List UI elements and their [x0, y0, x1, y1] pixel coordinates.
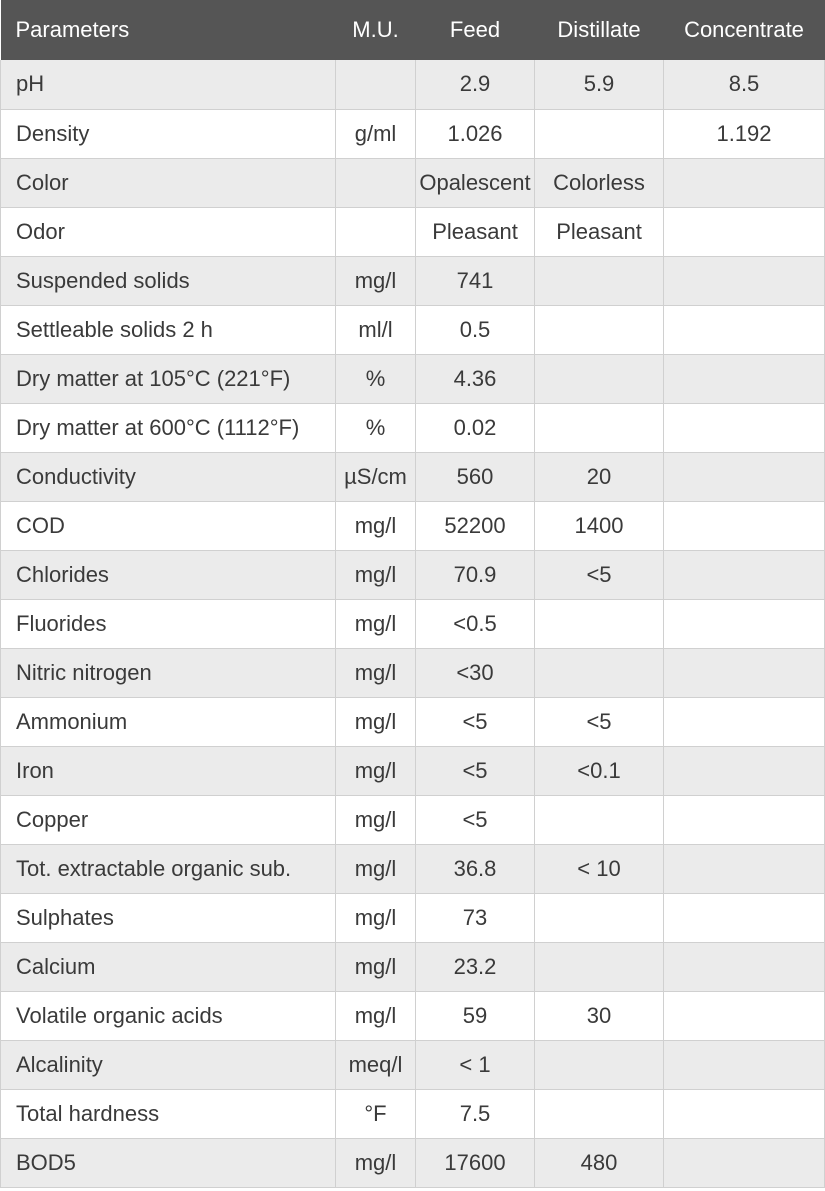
cell-parameter: Tot. extractable organic sub. — [1, 844, 336, 893]
cell-distillate: < 10 — [535, 844, 664, 893]
cell-feed: Pleasant — [416, 207, 535, 256]
cell-concentrate — [664, 942, 825, 991]
cell-parameter: Alcalinity — [1, 1040, 336, 1089]
cell-concentrate — [664, 354, 825, 403]
cell-mu: % — [336, 403, 416, 452]
table-row — [1, 354, 825, 403]
cell-mu: mg/l — [336, 1138, 416, 1187]
cell-feed: 73 — [416, 893, 535, 942]
cell-parameter: Sulphates — [1, 893, 336, 942]
table-row — [1, 1138, 825, 1187]
cell-mu: °F — [336, 1089, 416, 1138]
cell-feed: 741 — [416, 256, 535, 305]
cell-mu: mg/l — [336, 991, 416, 1040]
cell-distillate — [535, 109, 664, 158]
cell-mu: ml/l — [336, 305, 416, 354]
cell-mu — [336, 207, 416, 256]
cell-feed: 0.02 — [416, 403, 535, 452]
header-distillate: Distillate — [557, 17, 641, 42]
cell-distillate — [535, 942, 664, 991]
cell-distillate: 1400 — [535, 501, 664, 550]
cell-concentrate — [664, 1089, 825, 1138]
cell-concentrate — [664, 550, 825, 599]
cell-concentrate — [664, 256, 825, 305]
cell-concentrate: 8.5 — [664, 60, 825, 109]
header-row — [1, 0, 825, 60]
cell-concentrate — [664, 893, 825, 942]
cell-concentrate — [664, 648, 825, 697]
cell-parameter: Copper — [1, 795, 336, 844]
cell-parameter: Nitric nitrogen — [1, 648, 336, 697]
cell-distillate: <0.1 — [535, 746, 664, 795]
cell-mu — [336, 158, 416, 207]
cell-mu: mg/l — [336, 893, 416, 942]
cell-distillate: <5 — [535, 550, 664, 599]
cell-parameter: Color — [1, 158, 336, 207]
cell-concentrate — [664, 795, 825, 844]
cell-distillate — [535, 256, 664, 305]
cell-distillate: 480 — [535, 1138, 664, 1187]
cell-parameter: Odor — [1, 207, 336, 256]
header-concentrate: Concentrate — [684, 17, 804, 42]
cell-parameter: Conductivity — [1, 452, 336, 501]
table-row — [1, 403, 825, 452]
cell-distillate: Colorless — [535, 158, 664, 207]
cell-concentrate — [664, 1138, 825, 1187]
cell-mu: g/ml — [336, 109, 416, 158]
cell-feed: 17600 — [416, 1138, 535, 1187]
cell-feed: 560 — [416, 452, 535, 501]
table-row — [1, 1089, 825, 1138]
table-row — [1, 60, 825, 109]
cell-concentrate — [664, 452, 825, 501]
cell-mu: mg/l — [336, 697, 416, 746]
table-row — [1, 305, 825, 354]
table-row — [1, 697, 825, 746]
cell-concentrate — [664, 305, 825, 354]
cell-mu: mg/l — [336, 550, 416, 599]
cell-concentrate — [664, 207, 825, 256]
cell-concentrate — [664, 697, 825, 746]
cell-feed: 4.36 — [416, 354, 535, 403]
cell-parameter: Dry matter at 105°C (221°F) — [1, 354, 336, 403]
cell-distillate — [535, 1040, 664, 1089]
cell-distillate — [535, 893, 664, 942]
cell-distillate: Pleasant — [535, 207, 664, 256]
cell-feed: 23.2 — [416, 942, 535, 991]
cell-feed: <5 — [416, 795, 535, 844]
cell-distillate — [535, 305, 664, 354]
cell-feed: 1.026 — [416, 109, 535, 158]
cell-concentrate — [664, 1040, 825, 1089]
cell-parameter: pH — [1, 60, 336, 109]
cell-feed: <30 — [416, 648, 535, 697]
cell-mu: mg/l — [336, 746, 416, 795]
cell-distillate — [535, 354, 664, 403]
table-row — [1, 501, 825, 550]
cell-parameter: COD — [1, 501, 336, 550]
cell-parameter: Dry matter at 600°C (1112°F) — [1, 403, 336, 452]
cell-feed: <5 — [416, 697, 535, 746]
cell-distillate — [535, 599, 664, 648]
cell-mu: mg/l — [336, 844, 416, 893]
table-header — [1, 0, 825, 60]
cell-feed: 59 — [416, 991, 535, 1040]
cell-mu: mg/l — [336, 501, 416, 550]
cell-distillate: 30 — [535, 991, 664, 1040]
cell-feed: 7.5 — [416, 1089, 535, 1138]
table-row — [1, 648, 825, 697]
table-row — [1, 893, 825, 942]
cell-concentrate — [664, 844, 825, 893]
cell-feed: 52200 — [416, 501, 535, 550]
cell-feed: < 1 — [416, 1040, 535, 1089]
cell-mu: mg/l — [336, 599, 416, 648]
cell-feed: Opalescent — [416, 158, 535, 207]
cell-parameter: Suspended solids — [1, 256, 336, 305]
cell-parameter: Density — [1, 109, 336, 158]
table-row — [1, 550, 825, 599]
cell-mu: mg/l — [336, 942, 416, 991]
table-row — [1, 942, 825, 991]
cell-parameter: Settleable solids 2 h — [1, 305, 336, 354]
cell-distillate — [535, 795, 664, 844]
cell-concentrate: 1.192 — [664, 109, 825, 158]
header-mu: M.U. — [352, 17, 399, 42]
cell-distillate: 20 — [535, 452, 664, 501]
cell-feed: 70.9 — [416, 550, 535, 599]
cell-distillate — [535, 648, 664, 697]
cell-concentrate — [664, 746, 825, 795]
header-parameters: Parameters — [15, 17, 130, 42]
cell-feed: 0.5 — [416, 305, 535, 354]
cell-mu — [336, 60, 416, 109]
cell-concentrate — [664, 158, 825, 207]
table-row — [1, 991, 825, 1040]
cell-concentrate — [664, 403, 825, 452]
cell-mu: meq/l — [336, 1040, 416, 1089]
table-row — [1, 158, 825, 207]
cell-concentrate — [664, 501, 825, 550]
cell-concentrate — [664, 991, 825, 1040]
cell-feed: <5 — [416, 746, 535, 795]
cell-mu: % — [336, 354, 416, 403]
cell-mu: mg/l — [336, 648, 416, 697]
cell-parameter: BOD5 — [1, 1138, 336, 1187]
cell-feed: <0.5 — [416, 599, 535, 648]
table-row — [1, 795, 825, 844]
cell-distillate: 5.9 — [535, 60, 664, 109]
cell-parameter: Calcium — [1, 942, 336, 991]
cell-distillate — [535, 1089, 664, 1138]
cell-parameter: Ammonium — [1, 697, 336, 746]
table-row — [1, 452, 825, 501]
cell-mu: mg/l — [336, 795, 416, 844]
cell-concentrate — [664, 599, 825, 648]
cell-distillate — [535, 403, 664, 452]
cell-parameter: Volatile organic acids — [1, 991, 336, 1040]
cell-parameter: Fluorides — [1, 599, 336, 648]
cell-distillate: <5 — [535, 697, 664, 746]
cell-parameter: Total hardness — [1, 1089, 336, 1138]
cell-mu: mg/l — [336, 256, 416, 305]
table-row — [1, 256, 825, 305]
cell-parameter: Iron — [1, 746, 336, 795]
table-body — [1, 60, 825, 1187]
table-row — [1, 844, 825, 893]
cell-feed: 2.9 — [416, 60, 535, 109]
header-feed: Feed — [449, 17, 501, 42]
cell-parameter: Chlorides — [1, 550, 336, 599]
cell-mu: µS/cm — [336, 452, 416, 501]
table-row — [1, 109, 825, 158]
table-row — [1, 1040, 825, 1089]
cell-feed: 36.8 — [416, 844, 535, 893]
table-row — [1, 207, 825, 256]
table-row — [1, 599, 825, 648]
table-row — [1, 746, 825, 795]
